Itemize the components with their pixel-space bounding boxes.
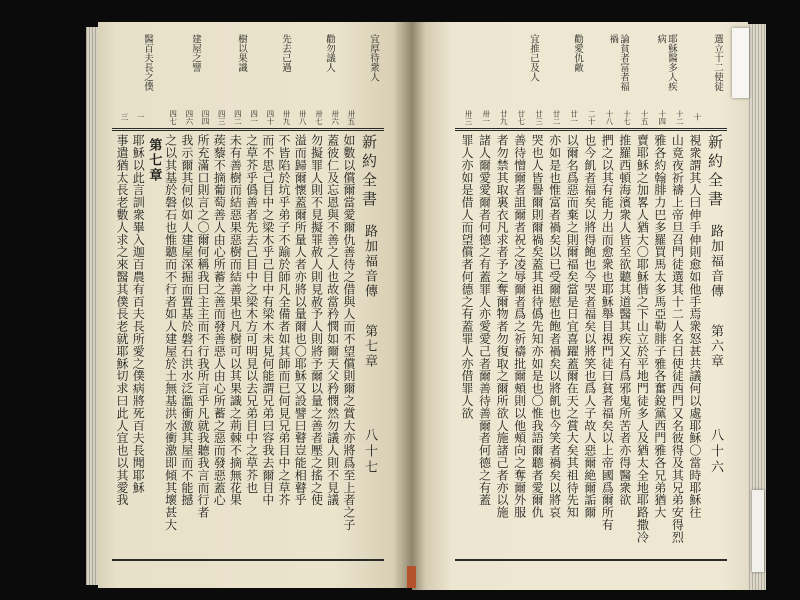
text-column: 諸人爾愛愛爾者何德之有蓋罪人亦愛愛己者爾善待善爾者何德之有蓋 [477, 134, 492, 506]
verse-number: 廿一 [569, 109, 579, 125]
verse-number: 廿三 [534, 109, 544, 125]
verse-number: 一 [136, 113, 146, 121]
text-column: 未有善樹而結惡果惡樹而結善果也凡樹可以其果識之荊棘不摘無花果 [228, 134, 243, 506]
page-number: 八十七 [362, 428, 377, 476]
verse-number: 三 [120, 113, 129, 121]
text-block [457, 134, 701, 554]
header-book-title: 新約全書 [360, 134, 378, 210]
margin-note: 樹以果識 [236, 34, 247, 72]
text-block [113, 134, 355, 554]
text-column: 推羅西頓海濱衆人皆至欲聽其道醫其疾又有爲邪鬼所苦者亦得醫衆欲 [617, 134, 632, 506]
bookmark-tab [752, 490, 764, 572]
margin-note: 宜厚待衆人 [368, 34, 379, 82]
margin-note: 醫百夫長之僕 [142, 34, 153, 91]
verse-number: 四四 [201, 109, 211, 125]
text-column: 之草芥乎僞善者先去己目中之梁木方可明見以去兄弟目中之草芥也 [244, 134, 259, 494]
header-gospel-title: 路加福音傳 [362, 224, 377, 299]
text-column: 亦如是也惟富者禍矣以已受爾慰也飽者禍矣以將飢也今笑者禍矣以將哀 [547, 134, 562, 519]
text-column: 耶穌以此言訓衆畢入迦百農有百夫長所愛之僕病將死百夫長聞耶穌 [131, 134, 146, 494]
text-column: 所充滿口則言之〇爾何稱我曰主主而不行我所言乎凡就我聽我言而行者 [196, 134, 211, 519]
text-column: 山竟夜祈禱上帝旦召門徒選其十二人名曰使徒西門又名彼得及其兄弟安得烈 [670, 134, 685, 544]
verse-number: 四三 [217, 109, 227, 125]
text-column: 也今飢者福矣以將得飽也今哭者福矣以將笑也爲人子故人惡爾絶爾詬爾 [582, 134, 597, 519]
verse-number [145, 108, 160, 126]
margin-note: 宜推己及人 [528, 34, 539, 82]
text-column: 雅各約翰腓力巴多羅買馬太多馬亞勒腓子雅各奮銳黨西門雅各兄弟猶大 [652, 134, 667, 519]
margin-note: 勸勿議人 [324, 34, 335, 72]
left-page [98, 22, 412, 588]
verse-number: 二十 [587, 109, 597, 125]
verse-number: 卅九 [282, 109, 292, 125]
text-column: 蒺藜不摘葡萄善人由心所蓄之善而發善惡人由心所蓄之惡而發惡蓋心 [212, 134, 227, 506]
margin-note: 選立十二使徒 [712, 34, 723, 91]
header-book-title: 新約全書 [706, 134, 724, 210]
right-page [412, 22, 748, 590]
verse-number: 廿二 [552, 109, 562, 125]
running-header [704, 130, 726, 558]
header-gospel-title: 路加福音傳 [708, 224, 723, 299]
text-column: 我示爾其何似如人建屋深掘而置基於磐石洪水泛濫衝激其屋而不能撼 [179, 134, 194, 506]
text-column: 而不思己目中之梁木乎己目中有梁木未見何能謂兄弟曰容我去爾目中 [260, 134, 275, 506]
verse-number: 卅七 [314, 109, 324, 125]
text-column: 勿擬罪人則不見擬罪赦人則見赦予人則將予爾以量之善者壓之搖之使 [309, 134, 324, 506]
text-column: 哭也人皆譽爾則爾禍矣蓋其祖待僞先知亦如是也〇惟我語爾聽者愛爾仇 [530, 134, 545, 519]
text-column: 捫之以其有能力出而愈衆也耶穌舉目視門徒曰貧者福矣以上帝國爲爾所有 [600, 134, 615, 531]
verse-number: 廿七 [516, 109, 526, 125]
margin-note: 勸愛仇敵 [572, 34, 583, 72]
bookmark-tab [732, 28, 749, 98]
verse-number: 十四 [657, 109, 667, 125]
margin-note: 論貧者富者福禍 [607, 34, 629, 91]
verse-number: 卅六 [330, 109, 340, 125]
verse-number: 廿九 [499, 109, 509, 125]
text-column: 者勿禁其取裏衣凡求者予之奪爾物者勿復取之爾所欲人施諸己者亦以施 [495, 134, 510, 519]
chapter-heading: 第七章 [146, 138, 162, 183]
verse-number: 十 [692, 113, 702, 121]
spine-ribbon [407, 566, 416, 588]
header-chapter: 第七章 [362, 324, 377, 369]
verse-number: 卅三 [464, 109, 473, 125]
verse-number: 四七 [168, 109, 178, 125]
verse-number: 四十 [265, 109, 275, 125]
margin-note: 耶穌醫多人疾病 [655, 34, 677, 91]
text-column: 善待憎爾者詛爾者祝之凌辱爾者爲之祈禱批爾頰則以他頰向之奪爾外服 [512, 134, 527, 519]
verse-number: 十八 [604, 109, 614, 125]
verse-number: 卅八 [298, 109, 308, 125]
verse-number: 十五 [640, 109, 650, 125]
verse-number: 十七 [622, 109, 632, 125]
text-column: 視衆謂其人曰伸手伸則愈如他手焉衆怒甚共議何以處耶穌〇當時耶穌往 [687, 134, 702, 519]
text-column: 事遣猶太長老數人求之來醫其僕長老就耶穌切求曰此人宜也以其愛我 [115, 134, 129, 506]
verse-number: 卅一 [481, 109, 491, 125]
text-column: 之以其基於磐石也惟聽而不行者如人建屋於土無基洪水衝激即傾其壞甚大 [163, 134, 178, 531]
text-column: 溢而歸爾懷蓋爾所量人者亦將以量爾也〇耶穌又設譬曰瞽豈能相瞽乎 [293, 134, 308, 506]
header-chapter: 第六章 [708, 324, 723, 369]
verse-number-row [457, 108, 701, 126]
text-column: 不皆陷於坑乎弟子不踰於師凡全備者如其師而已何見兄弟目中之草芥 [277, 134, 292, 506]
verse-number: 四一 [249, 109, 259, 125]
page-number: 八十六 [708, 428, 723, 476]
verse-number: 四二 [233, 109, 243, 125]
margin-note: 先去己過 [280, 34, 291, 72]
text-column: 以爾名爲惡而棄之則爾福矣當是日宜喜躍蓋爾在天之賞大矣其祖待先知 [565, 134, 580, 519]
text-column: 賣耶穌之加畧人猶大〇耶穌偕之下山立於平地門徒多人及猶太全地耶路撒冷 [635, 134, 650, 544]
running-header [358, 130, 380, 558]
verse-number-row [113, 108, 355, 126]
text-column: 罪人亦如是借人而望償者何德之有蓋罪人亦借罪人欲 [460, 134, 474, 420]
verse-number: 卅五 [346, 109, 356, 125]
text-column: 如數以償爾當愛爾仇善待之借與人而不望償則爾之賞大亦將爲至上者之子 [341, 134, 356, 531]
text-column: 蓋彼仁及忘恩與不善之人也故當矜憫如爾天父矜憫然勿議人則不見議 [325, 134, 340, 506]
verse-number: 四六 [184, 109, 194, 125]
verse-number: 十二 [675, 109, 685, 125]
margin-note: 建屋之譬 [190, 34, 201, 72]
